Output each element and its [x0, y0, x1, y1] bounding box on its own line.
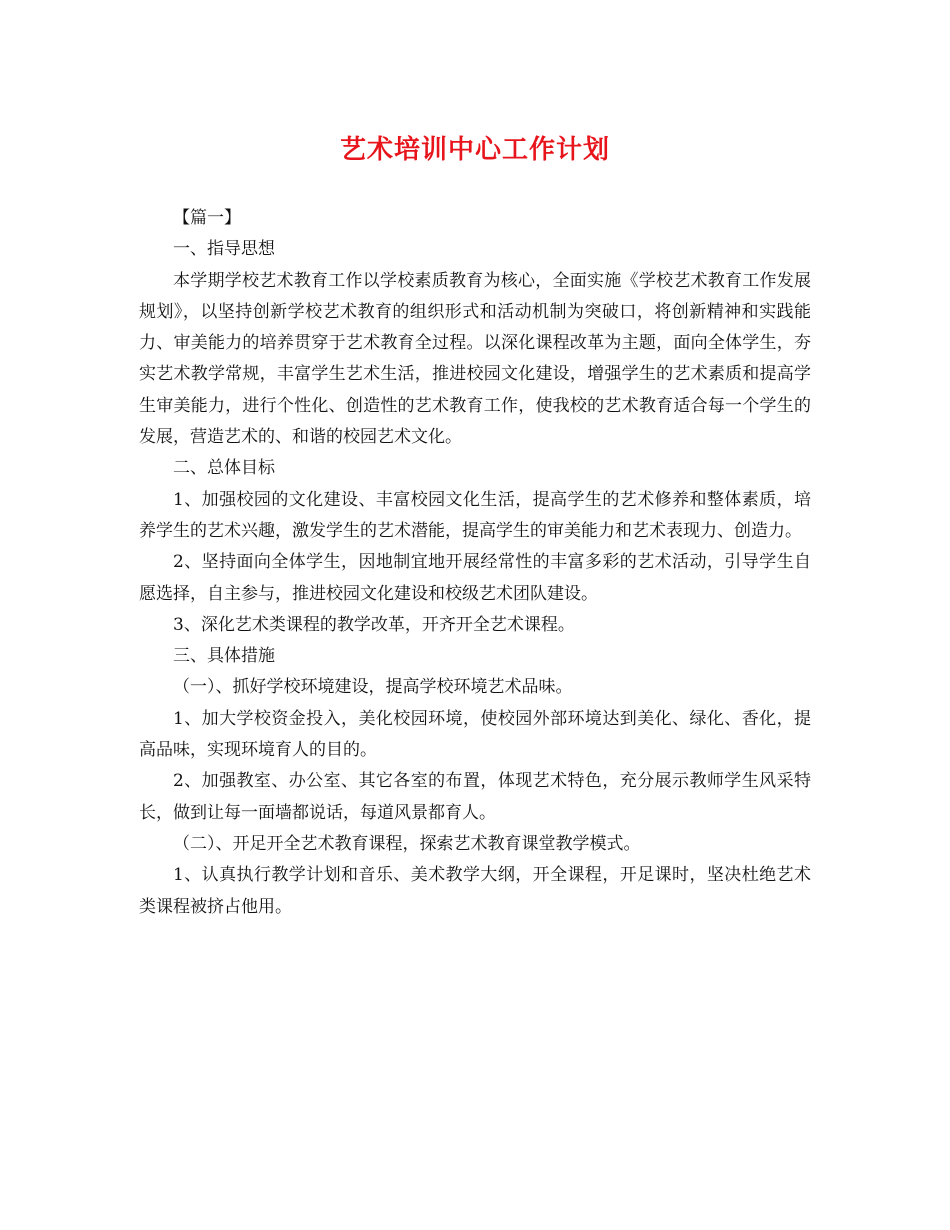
paragraph-guiding-ideology: 本学期学校艺术教育工作以学校素质教育为核心，全面实施《学校艺术教育工作发展规划》，以坚持创新学校艺术教育的组织形式和活动机制为突破口，将创新精神和实践能力、审美能力的培养贯穿于艺术教育全过程。以深化课程改革为主题，面向全体学生，夯实艺术教学常规，丰富学生艺术生活，推进校园文化建设，增强学生的艺术素质和提高学生审美能力，进行个性化、创造性的艺术教育工作，使我校的艺术教育适合每一个学生的发展，营造艺术的、和谐的校园艺术文化。 — [139, 270, 811, 448]
subheading-environment: （一）、抓好学校环境建设，提高学校环境艺术品味。 — [173, 677, 573, 698]
document-body — [139, 203, 811, 923]
curriculum-item-1: 1、认真执行教学计划和音乐、美术教学大纲，开全课程，开足课时，坚决杜绝艺术类课程被挤占他用。 — [139, 865, 811, 917]
section-label: 【篇一】 — [173, 208, 241, 228]
measure-item-1: 1、加大学校资金投入，美化校园环境，使校园外部环境达到美化、绿化、香化，提高品味，实现环境育人的目的。 — [139, 708, 811, 761]
heading-guiding-ideology: 一、指导思想 — [173, 239, 275, 260]
subheading-curriculum: （二）、开足开全艺术教育课程，探索艺术教育课堂教学模式。 — [173, 833, 641, 854]
document-title: 艺术培训中心工作计划 — [339, 135, 610, 165]
goal-item-3: 3、深化艺术类课程的教学改革，开齐开全艺术课程。 — [173, 614, 575, 635]
heading-overall-goals: 二、总体目标 — [173, 458, 275, 479]
measure-item-2: 2、加强教室、办公室、其它各室的布置，体现艺术特色，充分展示教师学生风采特长，做到让每一面墙都说话，每道风景都育人。 — [139, 771, 811, 823]
heading-specific-measures: 三、具体措施 — [173, 646, 275, 667]
goal-item-2: 2、坚持面向全体学生，因地制宜地开展经常性的丰富多彩的艺术活动，引导学生自愿选择，自主参与，推进校园文化建设和校级艺术团队建设。 — [139, 552, 811, 604]
goal-item-1: 1、加强校园的文化建设、丰富校园文化生活，提高学生的艺术修养和整体素质，培养学生的艺术兴趣，激发学生的艺术潜能，提高学生的审美能力和艺术表现力、创造力。 — [139, 489, 811, 541]
